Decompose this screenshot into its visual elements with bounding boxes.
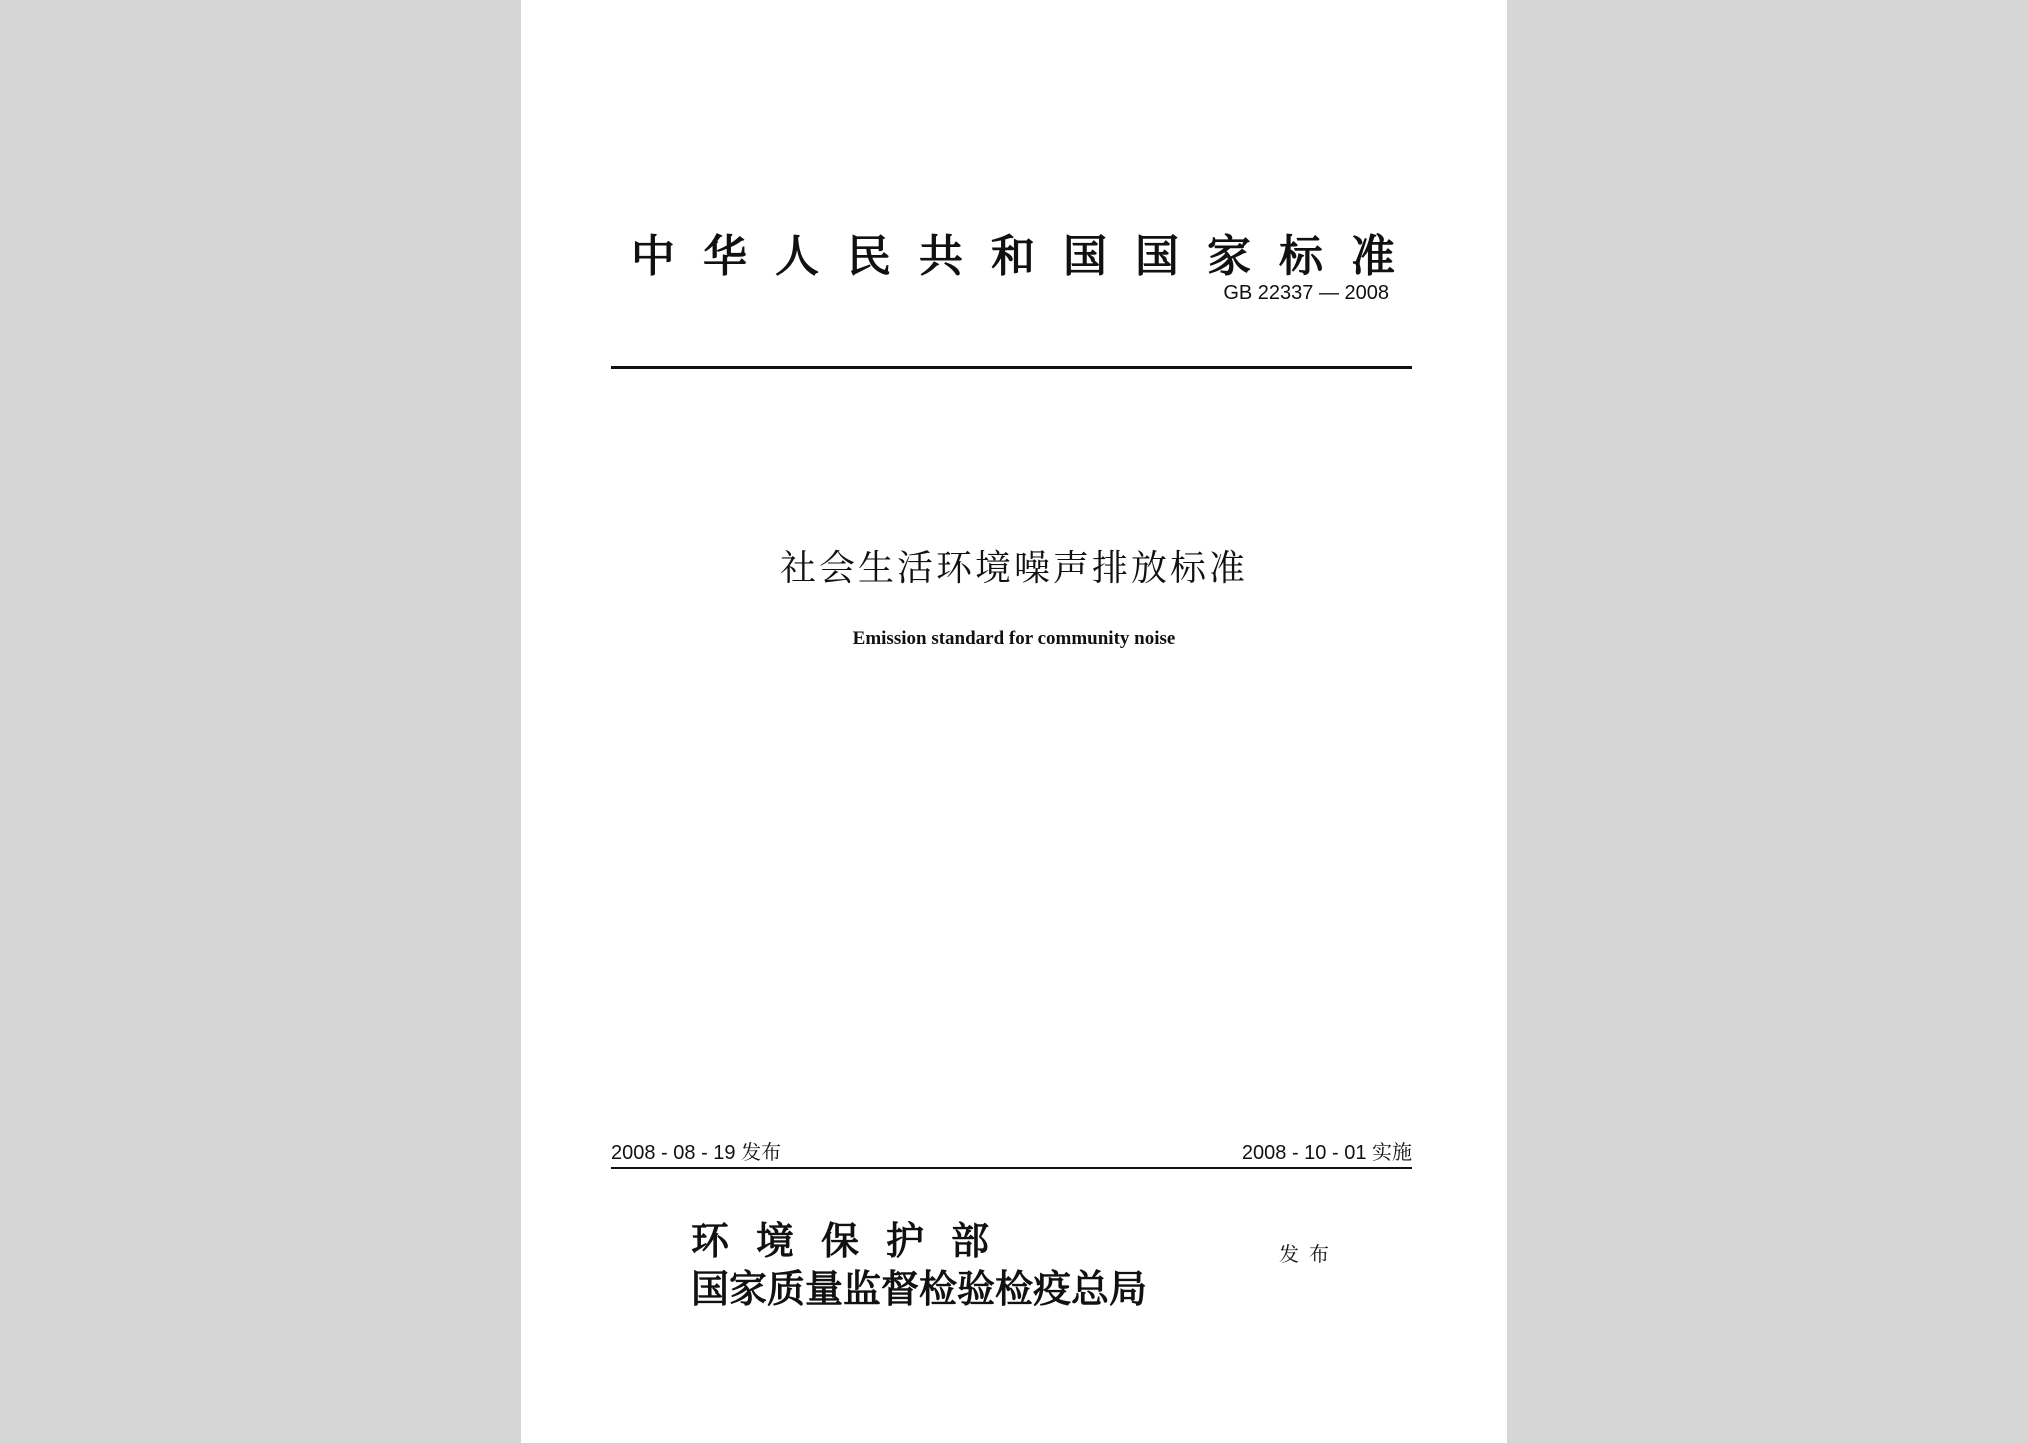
issue-label: 发布 [1279, 1242, 1339, 1266]
issuer-char: 部 [950, 1218, 989, 1263]
issuer-char: 境 [755, 1218, 794, 1263]
issue-date: 2008 - 08 - 19 发布 [611, 1142, 782, 1164]
document-title-en: Emission standard for community noise [852, 628, 1176, 649]
issuer-char: 护 [885, 1218, 924, 1263]
implementation-date: 2008 - 10 - 01 实施 [1241, 1142, 1412, 1164]
top-divider [611, 366, 1412, 369]
bottom-divider [611, 1167, 1412, 1169]
issuer-ministry [691, 1210, 989, 1265]
national-standard-title: 中华人民共和国国家标准 [631, 231, 1423, 282]
standard-code: GB 22337 — 2008 [1223, 282, 1389, 304]
issuer-aqsiq: 国家质量监督检验检疫总局 [691, 1266, 1148, 1311]
issuer-char: 环 [691, 1218, 730, 1263]
document-title-cn: 社会生活环境噪声排放标准 [779, 548, 1248, 589]
issuer-char: 保 [820, 1218, 859, 1263]
document-page [521, 0, 1507, 1443]
